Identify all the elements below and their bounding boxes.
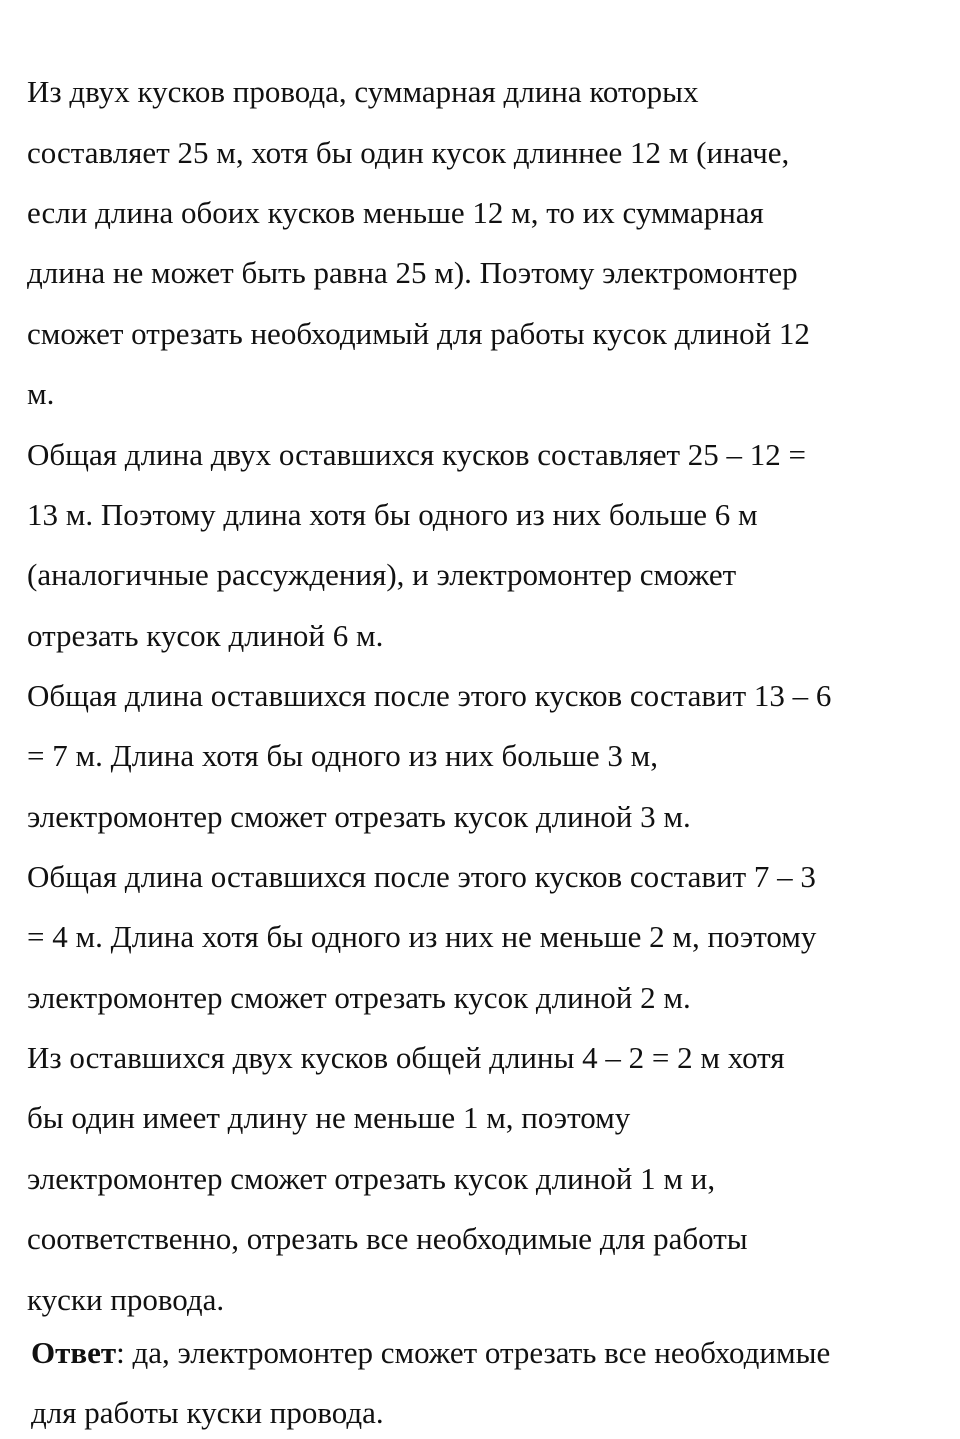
text-line: длина не может быть равна 25 м). Поэтому электромонтер <box>27 255 798 290</box>
text-line: электромонтер сможет отрезать кусок длиной 3 м. <box>27 799 691 834</box>
text-line: Из оставшихся двух кусков общей длины 4 – 2 = 2 м хотя <box>27 1040 785 1075</box>
text-line: электромонтер сможет отрезать кусок длиной 1 м и, <box>27 1161 716 1196</box>
answer-label: Ответ <box>31 1335 117 1370</box>
text-line: отрезать кусок длиной 6 м. <box>27 618 384 653</box>
text-line: куски провода. <box>27 1282 225 1317</box>
text-line: если длина обоих кусков меньше 12 м, то их суммарная <box>27 195 764 230</box>
text-line: составляет 25 м, хотя бы один кусок длиннее 12 м (иначе, <box>27 135 790 170</box>
text-line: бы один имеет длину не меньше 1 м, поэтому <box>27 1100 631 1135</box>
text-line: электромонтер сможет отрезать кусок длиной 2 м. <box>27 980 691 1015</box>
text-line: (аналогичные рассуждения), и электромонтер сможет <box>27 557 737 592</box>
text-line: Общая длина двух оставшихся кусков составляет 25 – 12 = <box>27 437 806 472</box>
text-line: Общая длина оставшихся после этого кусков составит 13 – 6 <box>27 678 832 713</box>
text-line: = 4 м. Длина хотя бы одного из них не меньше 2 м, поэтому <box>27 919 817 954</box>
text-line: 13 м. Поэтому длина хотя бы одного из них больше 6 м <box>27 497 758 532</box>
text-line: сможет отрезать необходимый для работы кусок длиной 12 <box>27 316 810 351</box>
answer-line <box>31 1333 830 1373</box>
text-line: соответственно, отрезать все необходимые для работы <box>27 1221 748 1256</box>
text-line: м. <box>27 376 55 411</box>
answer-line-continued: для работы куски провода. <box>31 1395 384 1430</box>
text-line: Общая длина оставшихся после этого кусков составит 7 – 3 <box>27 859 816 894</box>
answer-text: : да, электромонтер сможет отрезать все необходимые <box>116 1335 831 1370</box>
text-line: Из двух кусков провода, суммарная длина которых <box>27 74 699 109</box>
text-line: = 7 м. Длина хотя бы одного из них больше 3 м, <box>27 738 658 773</box>
